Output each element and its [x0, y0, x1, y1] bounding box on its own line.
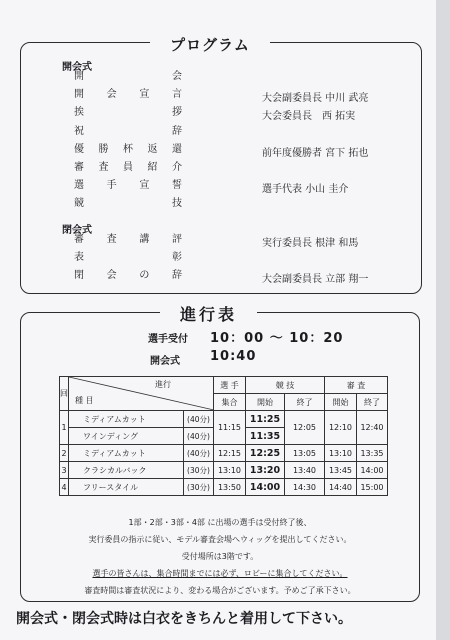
judging-end-cell: 14:00	[357, 462, 388, 479]
table-row	[60, 479, 388, 496]
program-item-char: 査	[98, 161, 109, 173]
program-item	[74, 68, 182, 86]
schedule-notes	[30, 514, 410, 599]
judging-start-cell: 13:10	[325, 445, 357, 462]
program-item-char: 誓	[171, 180, 182, 192]
competition-start-header: 開始	[246, 394, 285, 411]
note-line: 受付場所は3階です。	[181, 552, 259, 561]
program-item-char: 閉	[74, 270, 84, 282]
program-item	[74, 141, 182, 159]
duration-cell: (40分)	[184, 428, 214, 445]
program-item-char: 杯	[123, 143, 133, 155]
program-item-char: 辞	[172, 125, 182, 137]
end-cell: 12:05	[285, 411, 325, 445]
round-cell: 3	[60, 462, 69, 479]
program-item-char: 審	[74, 161, 84, 173]
event-cell: ミディアムカット	[69, 411, 184, 428]
program-item-char: 開	[74, 71, 84, 82]
duration-cell: (30分)	[184, 462, 214, 479]
program-item	[74, 104, 182, 122]
program-item-char: 言	[171, 89, 182, 101]
start-cell: 13:20	[246, 462, 285, 479]
end-cell: 13:40	[285, 462, 325, 479]
program-item-char: 勝	[98, 143, 109, 155]
event-cell: ミディアムカット	[69, 445, 184, 462]
program-item-char: 彰	[172, 252, 182, 264]
closing-message: 開会式・閉会式時は白衣をきちんと着用して下さい。	[16, 611, 352, 627]
program-item	[74, 177, 182, 195]
event-cell: クラシカルバック	[69, 462, 184, 479]
opening-ceremony-label: 開会式	[62, 62, 92, 73]
program-title: プログラム	[150, 34, 270, 55]
program-item-char: 拶	[172, 107, 182, 119]
end-cell: 13:05	[285, 445, 325, 462]
program-item-char: 宣	[139, 89, 150, 101]
note-line: 実行委員の指示に従い、モデル審査会場へウィッグを提出してください。	[88, 535, 352, 544]
program-item-char: 介	[172, 161, 182, 173]
schedule-table	[59, 376, 388, 496]
event-header: 種 目	[75, 396, 94, 405]
opening-ceremony-time: 10:40	[210, 349, 257, 364]
program-item	[74, 86, 182, 104]
assemble-cell: 11:15	[214, 411, 246, 445]
program-item-char: 返	[147, 143, 158, 155]
reception-time: 10：00 〜 10：20	[210, 331, 344, 346]
program-item-note: 実行委員長 根津 和馬	[262, 238, 359, 249]
program-item	[74, 159, 182, 177]
judging-end-cell: 12:40	[357, 411, 388, 445]
judging-start-cell: 14:40	[325, 479, 357, 496]
note-line: 1部・2部・3部・4部 に出場の選手は受付終了後、	[128, 518, 312, 527]
note-line: 選手の皆さんは、集合時間までには必ず、ロビーに集合してください。	[92, 569, 348, 578]
program-item-note: 前年度優勝者 宮下 拓也	[262, 147, 369, 159]
assemble-cell: 13:10	[214, 462, 246, 479]
end-cell: 14:30	[285, 479, 325, 496]
program-item-char: 会	[106, 270, 117, 282]
program-item-char: 祝	[74, 125, 84, 137]
judging-end-cell: 15:00	[357, 479, 388, 496]
start-cell: 14:00	[246, 479, 285, 496]
judging-start-cell: 13:45	[325, 462, 357, 479]
program-item	[74, 231, 182, 249]
note-line-underlined	[30, 565, 410, 582]
table-row	[60, 411, 388, 428]
reception-label: 選手受付	[148, 334, 188, 345]
program-item-char: 表	[74, 252, 84, 264]
program-item-char: 辞	[171, 270, 182, 282]
background-edge	[436, 0, 450, 640]
competition-header: 競 技	[246, 377, 325, 394]
event-cell: フリースタイル	[69, 479, 184, 496]
program-item-char: 挨	[74, 107, 84, 119]
program-item-char: 競	[74, 198, 84, 210]
program-item-char: 宣	[139, 180, 150, 192]
duration-cell: (40分)	[184, 411, 214, 428]
program-item-char: 優	[74, 143, 84, 155]
program-item-char: の	[139, 270, 150, 282]
duration-cell: (40分)	[184, 445, 214, 462]
program-item-note: 大会副委員長 立部 翔一	[262, 274, 369, 286]
closing-ceremony-items	[74, 231, 182, 286]
program-item-char: 員	[123, 161, 133, 173]
program-item-note: 選手代表 小山 圭介	[262, 184, 349, 196]
progress-header: 進行	[155, 380, 171, 389]
start-cell: 11:25	[246, 411, 285, 428]
program-item-char: 選	[74, 180, 84, 192]
opening-ceremony-items	[74, 68, 182, 214]
closing-ceremony-label: 閉会式	[62, 225, 92, 236]
note-line: 審査時間は審査状況により、変わる場合がございます。予めご了承下さい。	[84, 586, 356, 595]
competition-end-header: 終了	[285, 394, 325, 411]
event-cell: ワインディング	[69, 428, 184, 445]
table-row	[60, 445, 388, 462]
progress-event-header	[69, 377, 214, 411]
judging-header: 審 査	[325, 377, 388, 394]
program-item	[74, 249, 182, 267]
program-item	[74, 123, 182, 141]
assemble-cell: 13:50	[214, 479, 246, 496]
program-item-char: 技	[172, 198, 182, 210]
round-header: 回	[60, 377, 69, 411]
assemble-cell: 12:15	[214, 445, 246, 462]
player-header: 選 手	[214, 377, 246, 394]
program-item-char: 会	[106, 89, 117, 101]
start-cell: 12:25	[246, 445, 285, 462]
judging-start-header: 開始	[325, 394, 357, 411]
program-item-char: 査	[106, 234, 117, 245]
judging-end-header: 終了	[357, 394, 388, 411]
round-cell: 4	[60, 479, 69, 496]
judging-start-cell: 12:10	[325, 411, 357, 445]
table-row	[60, 462, 388, 479]
program-item-char: 紹	[147, 161, 158, 173]
program-item-char: 審	[74, 234, 84, 245]
program-item-char: 会	[172, 71, 182, 82]
program-item-note: 大会副委員長 中川 武亮	[262, 93, 369, 105]
round-cell: 2	[60, 445, 69, 462]
round-cell: 1	[60, 411, 69, 445]
judging-end-cell: 13:35	[357, 445, 388, 462]
program-item-note: 大会委員長 西 拓実	[262, 111, 356, 123]
program-item-char: 手	[106, 180, 117, 192]
schedule-title: 進行表	[160, 302, 257, 325]
duration-cell: (30分)	[184, 479, 214, 496]
program-item	[74, 195, 182, 213]
program-item-char: 評	[171, 234, 182, 245]
assemble-header: 集合	[214, 394, 246, 411]
program-item	[74, 267, 182, 285]
program-item-char: 開	[74, 89, 84, 101]
program-item-char: 還	[172, 143, 182, 155]
program-item-char: 講	[139, 234, 150, 245]
opening-ceremony-schedule-label: 開会式	[150, 356, 180, 367]
start-cell: 11:35	[246, 428, 285, 445]
